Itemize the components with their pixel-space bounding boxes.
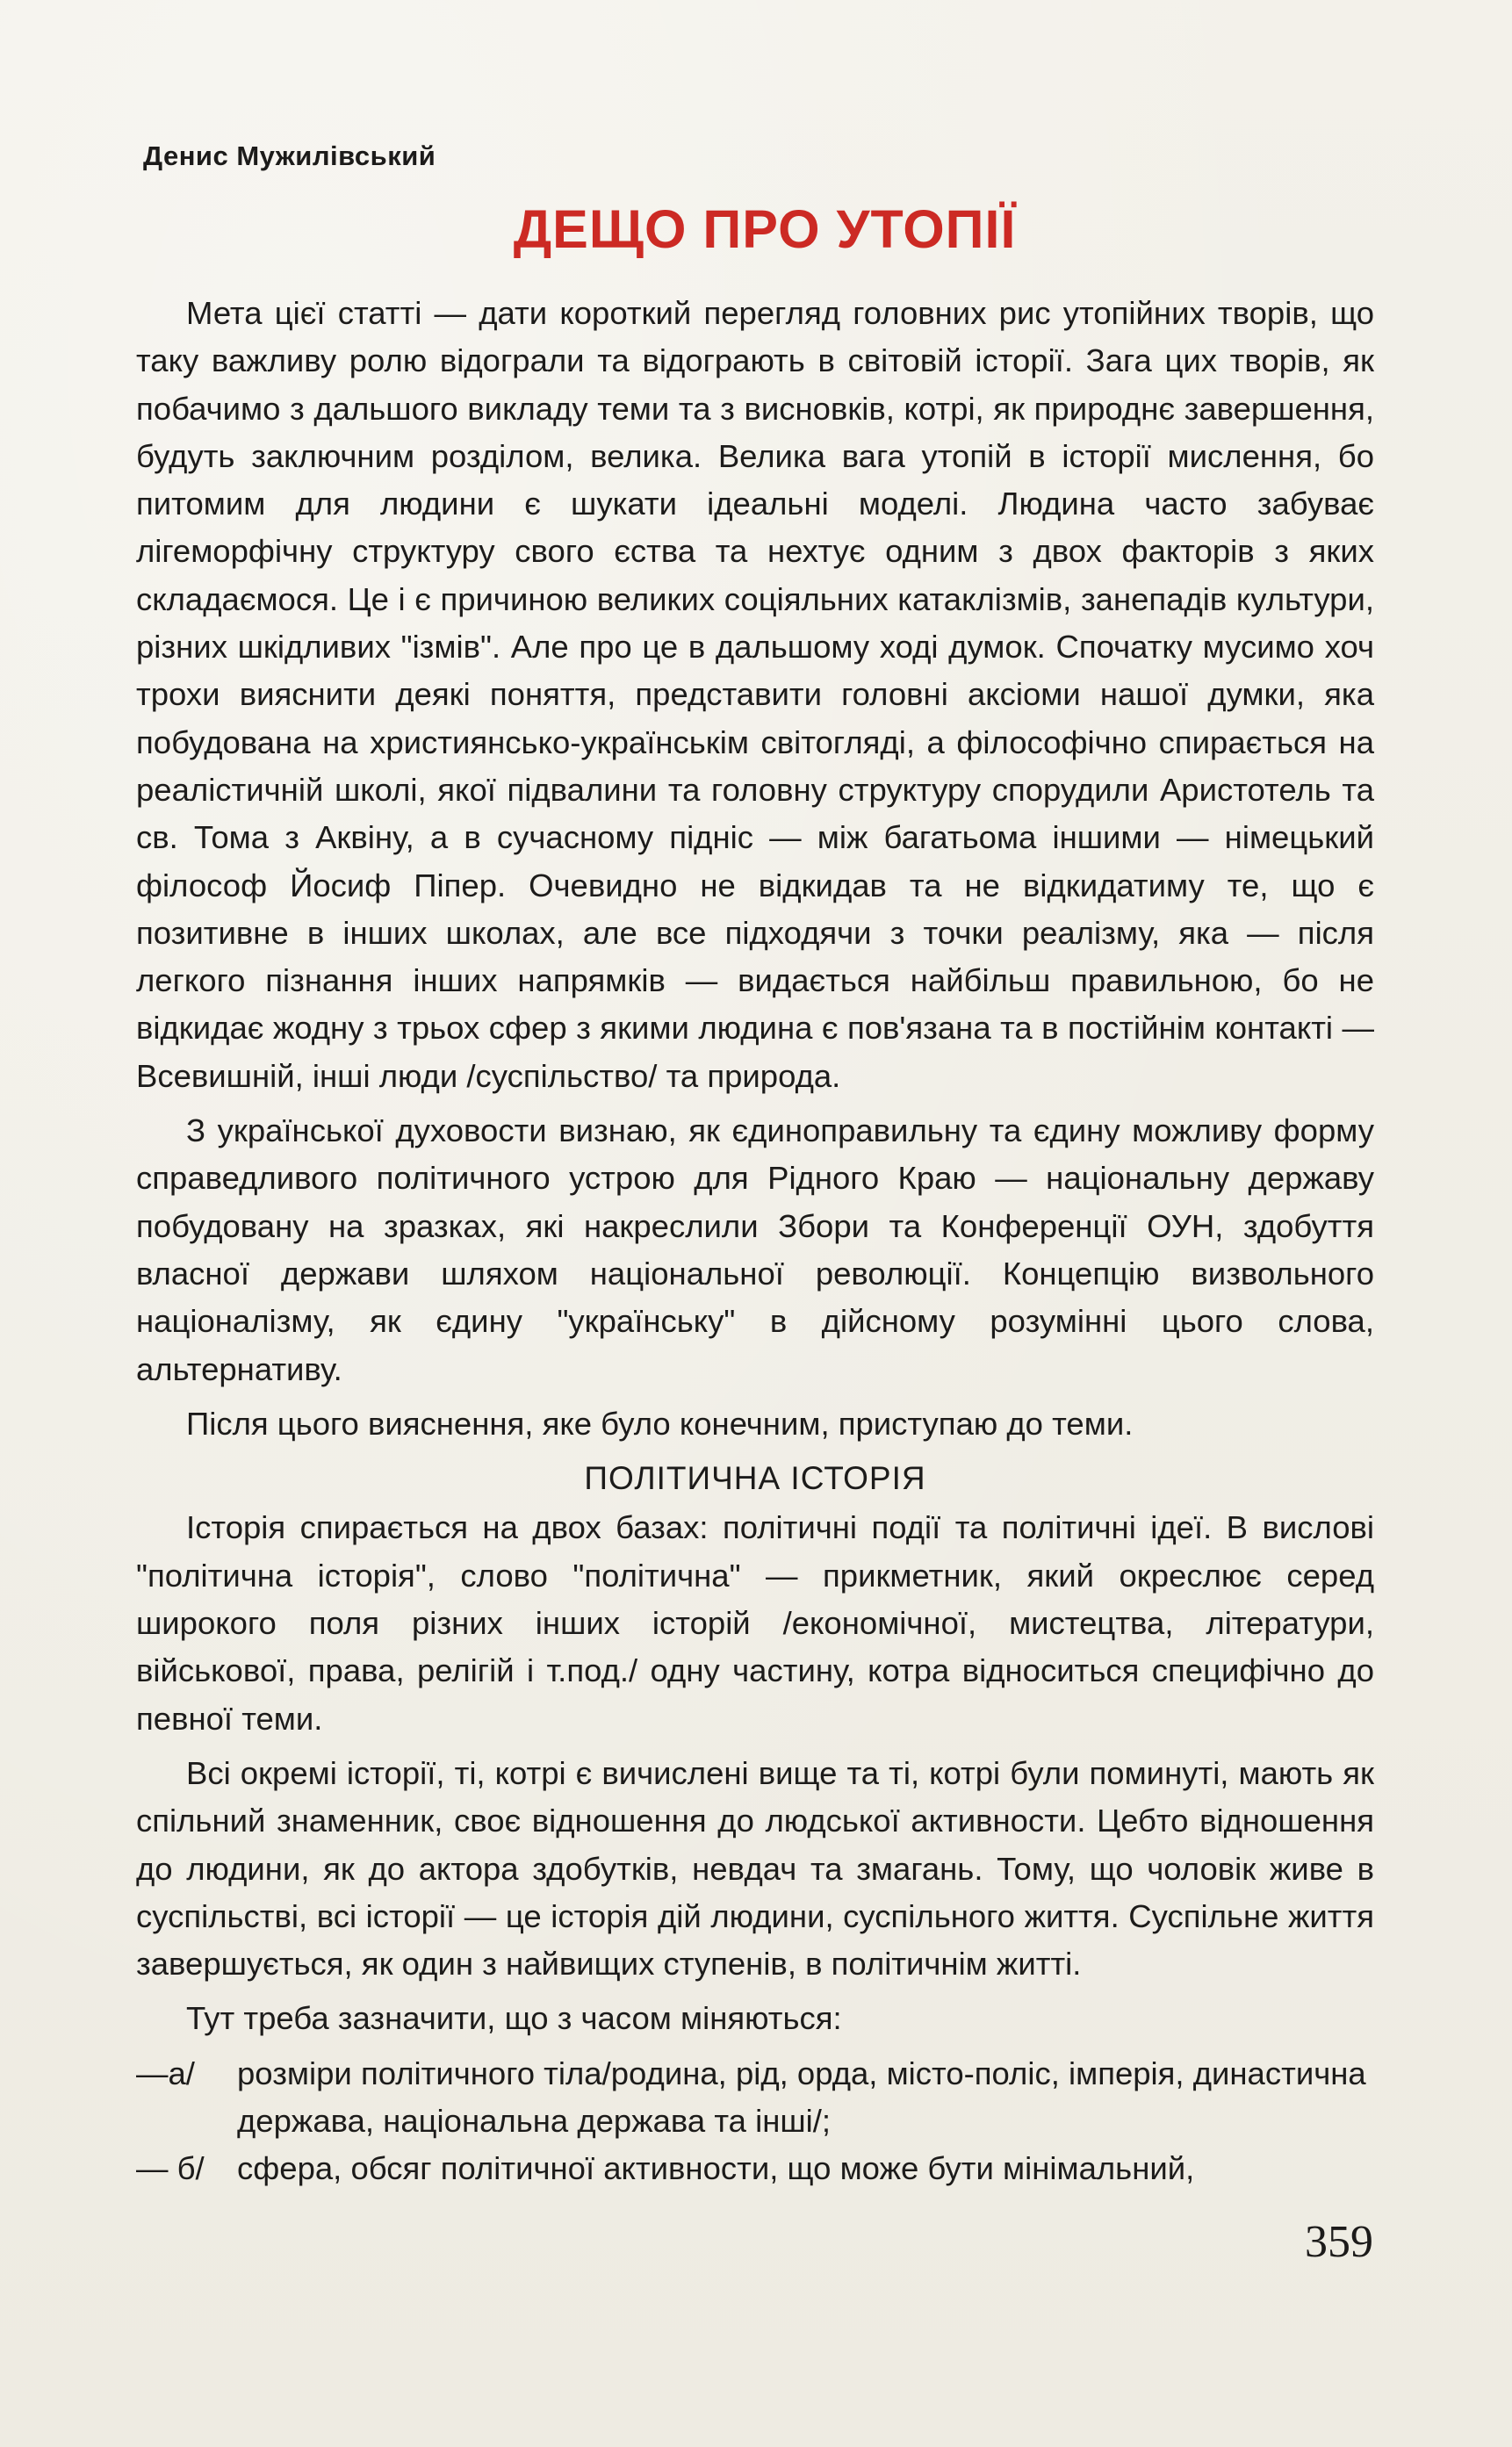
article-body bbox=[136, 290, 1374, 2193]
paragraph-history-bases: Історія спирається на двох базах: політичні події та політичні ідеї. В вислові "політична історія", слово "політична" — прикметник, який окреслює серед широкого поля різних інших історій /економічної, мистецтва, літератури, військової, права, релігій і т.под./ одну частину, котра відноситься специфічно до певної теми. bbox=[136, 1509, 1374, 1737]
list-item bbox=[136, 2050, 1374, 2146]
list-item-text: розміри політичного тіла/родина, рід, орда, місто-поліс, імперія, династична держава, національна держава та інші/; bbox=[237, 2055, 1366, 2139]
list-item-text: сфера, обсяг політичної активности, що може бути мінімальний, bbox=[237, 2150, 1195, 2187]
author-name: Денис Мужилівський bbox=[143, 140, 436, 171]
paragraph-ukrainian-spirituality: З української духовости визнаю, як єдиноправильну та єдину можливу форму справедливого політичного устрою для Рідного Краю — національну державу побудовану на зразках, які накреслили Збори та Конференції ОУН, здобуття власної держави шляхом національної революції. Концепцію визвольного націоналізму, як єдину "українську" в дійсному розумінні цього слова, альтернативу. bbox=[136, 1112, 1374, 1387]
paragraph-intro: Мета цієї статті — дати короткий перегляд головних рис утопійних творів, що таку важливу ролю відограли та відограють в світовій історії. Зага цих творів, як побачимо з дальшого викладу теми та з висновків, котрі, як природнє завершення, будуть заключним розділом, велика. Велика вага утопій в історії мислення, бо питомим для людини є шукати ідеальні моделі. Людина часто забуває лігеморфічну структуру свого єства та нехтує одним з двох факторів з яких складаємося. Це і є причиною великих соціяльних катаклізмів, занепадів культури, різних шкідливих "ізмів". Але про це в дальшому ході думок. Спочатку мусимо хоч трохи вияснити деякі поняття, представити головні аксіоми нашої думки, яка побудована на християнсько-українськім світогляді, а філософічно спирається на реалістичній школі, якої підвалини та головну структуру спорудили Аристотель та св. Тома з Аквіну, а в сучасному підніс — між багатьома іншими — німецький філософ Йосиф Піпер. Очевидно не відкидав та не відкидатиму те, що є позитивне в інших школах, але все підходячи з точки реалізму, яка — після легкого пізнання інших напрямків — видається найбільш правильною, бо не відкидає жодну з трьох сфер з якими людина є пов'язана та в постійнім контакті — Всевишній, інші люди /суспільство/ та природа. bbox=[136, 295, 1374, 1094]
page-number: 359 bbox=[1305, 2217, 1373, 2267]
paragraph-common-denominator: Всі окремі історії, ті, котрі є вичислені вище та ті, котрі були поминуті, мають як спільний знаменник, своє відношення до людської активности. Цебто відношення до людини, як до актора здобутків, невдач та змагань. Тому, що чоловік живе в суспільстві, всі історії — це історія дій людини, суспільного життя. Суспільне життя завершується, як один з найвищих ступенів, в політичнім житті. bbox=[136, 1754, 1374, 1983]
list-item bbox=[136, 2145, 1374, 2192]
paragraph-transition: Після цього вияснення, яке було конечним, приступаю до теми. bbox=[186, 1405, 1134, 1442]
paragraph-changes-intro: Тут треба зазначити, що з часом міняються: bbox=[186, 2000, 842, 2037]
section-heading: ПОЛІТИЧНА ІСТОРІЯ bbox=[584, 1460, 926, 1497]
list-marker: — б/ bbox=[136, 2150, 205, 2187]
list-marker: —а/ bbox=[136, 2055, 195, 2091]
article-title: ДЕЩО ПРО УТОПІЇ bbox=[513, 199, 1017, 259]
